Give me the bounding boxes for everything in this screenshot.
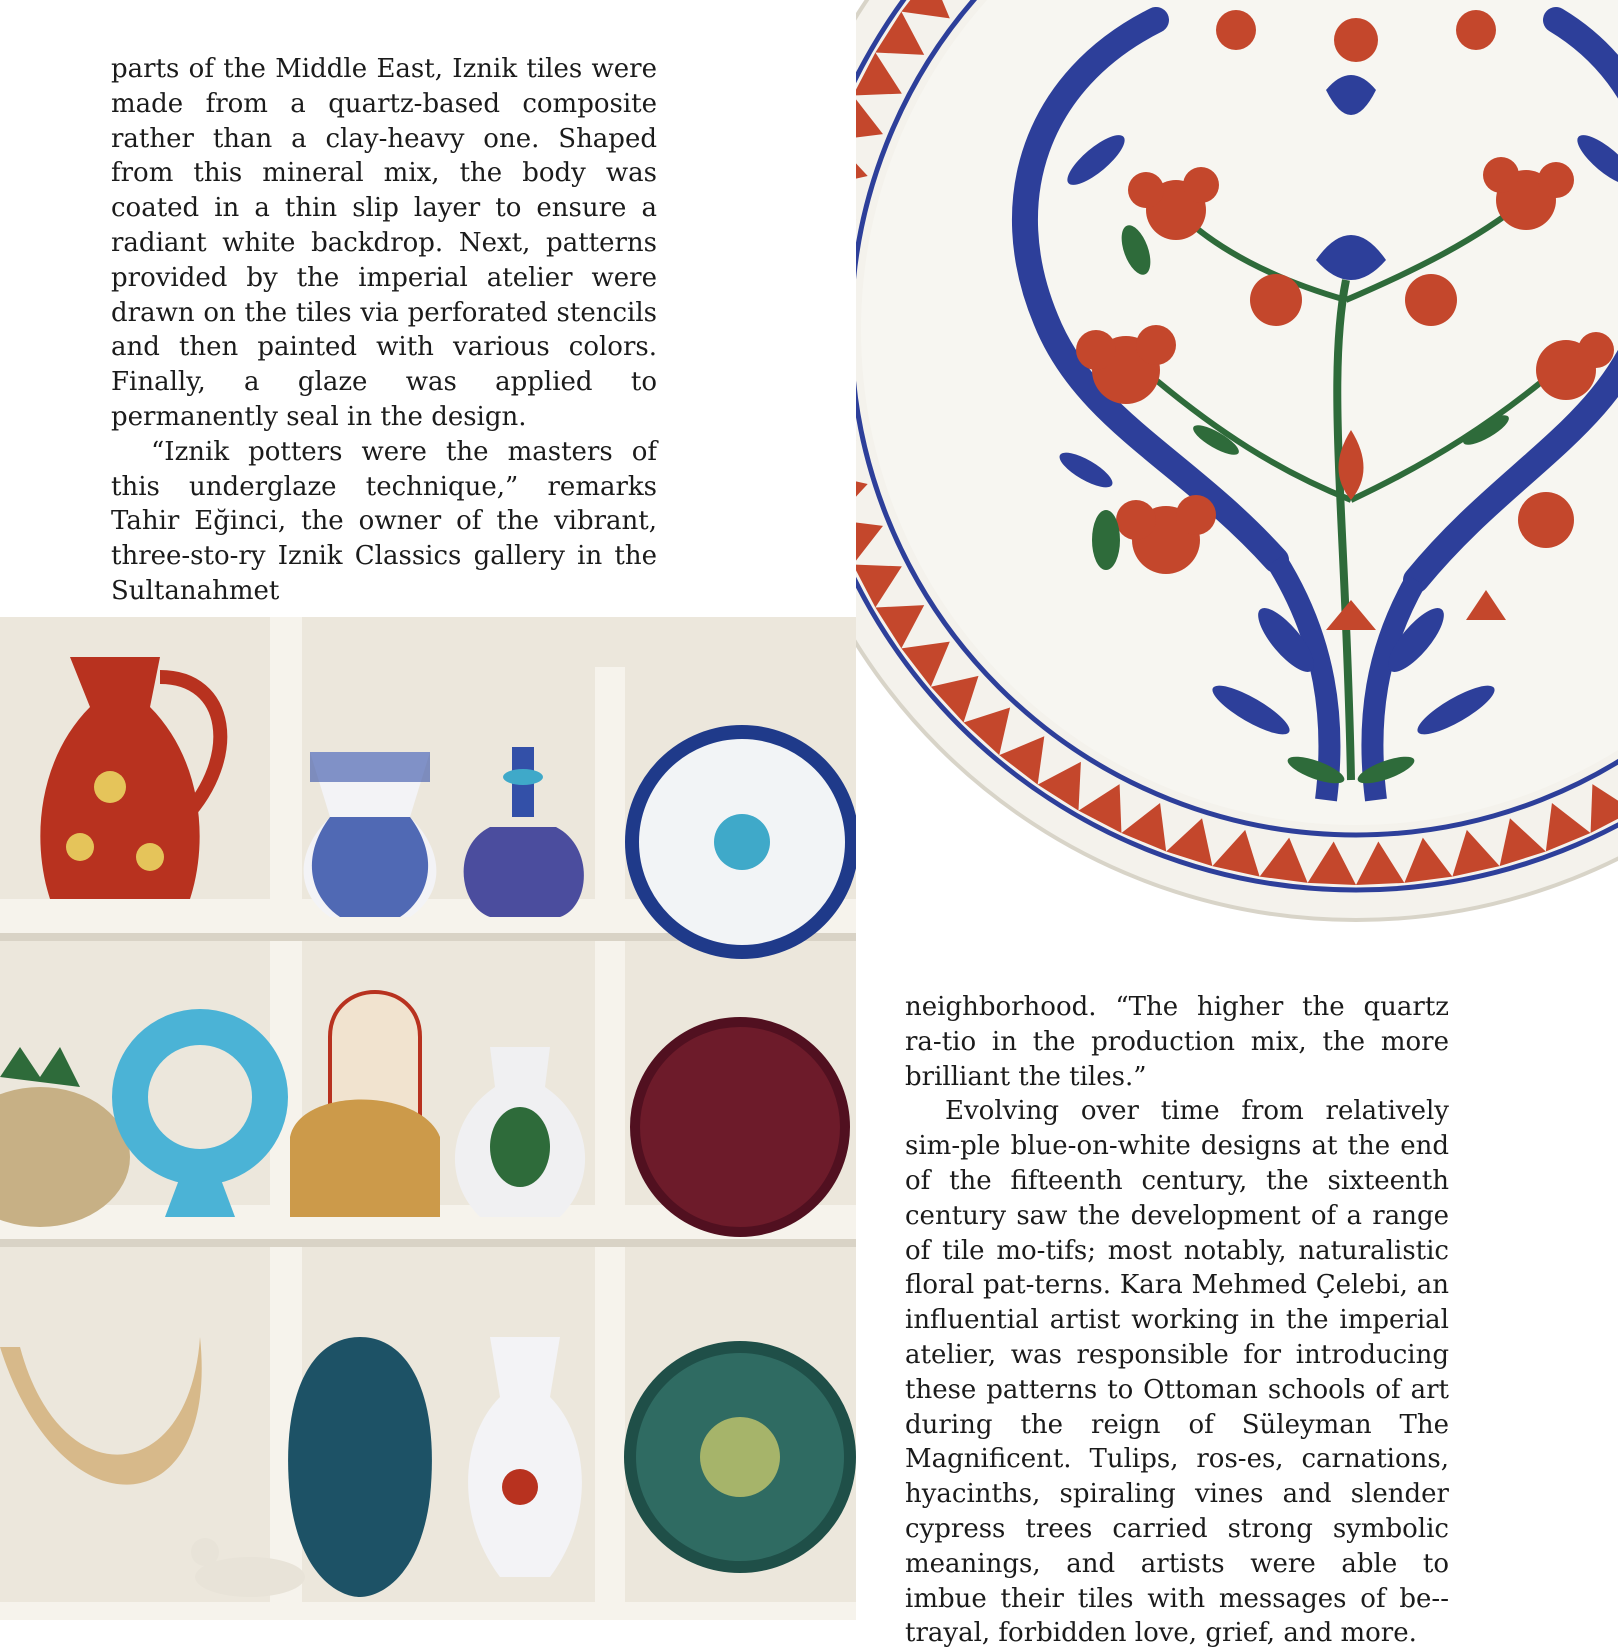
article-paragraph: neighborhood. “The higher the quartz ra-tio in the production mix, the more brilliant the tiles.” bbox=[905, 990, 1449, 1094]
shelf-divider bbox=[595, 667, 625, 1620]
gallery-shelves-photo bbox=[0, 617, 856, 1620]
iznik-plate-photo bbox=[856, 0, 1618, 940]
turquoise-vase bbox=[288, 1337, 432, 1597]
article-column-1 bbox=[111, 52, 657, 609]
article-column-2 bbox=[905, 990, 1449, 1651]
shelf-board bbox=[0, 1239, 856, 1247]
green-plate bbox=[630, 1347, 850, 1567]
article-paragraph: “Iznik potters were the masters of this underglaze technique,” remarks Tahir Eğinci, the owner of the vibrant, three-sto-ry Iznik Classics gallery in the Sultanahmet bbox=[111, 435, 657, 609]
article-paragraph: parts of the Middle East, Iznik tiles were made from a quartz-based composite rather than a clay-heavy one. Shaped from this mineral mix, the body was coated in a thin slip layer to ensure a radiant white backdrop. Next, patterns provided by the imperial atelier were drawn on the tiles via perforated stencils and then painted with various colors. Finally, a glaze was applied to permanently seal in the design. bbox=[111, 52, 657, 435]
shelf-board bbox=[0, 1602, 856, 1620]
blue-white-vase bbox=[304, 752, 437, 917]
red-plate bbox=[635, 1022, 845, 1232]
article-paragraph: Evolving over time from relatively sim-ple blue-on-white designs at the end of the fifteenth century, the sixteenth century saw the development of a range of tile mo-tifs; most notably, naturalistic floral pat-terns. Kara Mehmed Çelebi, an influential artist working in the imperial atelier, was responsible for introducing these patterns to Ottoman schools of art during the reign of Süleyman The Magnificent. Tulips, ros-es, carnations, hyacinths, spiraling vines and slender cypress trees carried strong symbolic meanings, and artists were able to imbue their tiles with messages of be-trayal, forbidden love, grief, and more. bbox=[905, 1094, 1449, 1651]
floral-plate bbox=[632, 732, 852, 952]
